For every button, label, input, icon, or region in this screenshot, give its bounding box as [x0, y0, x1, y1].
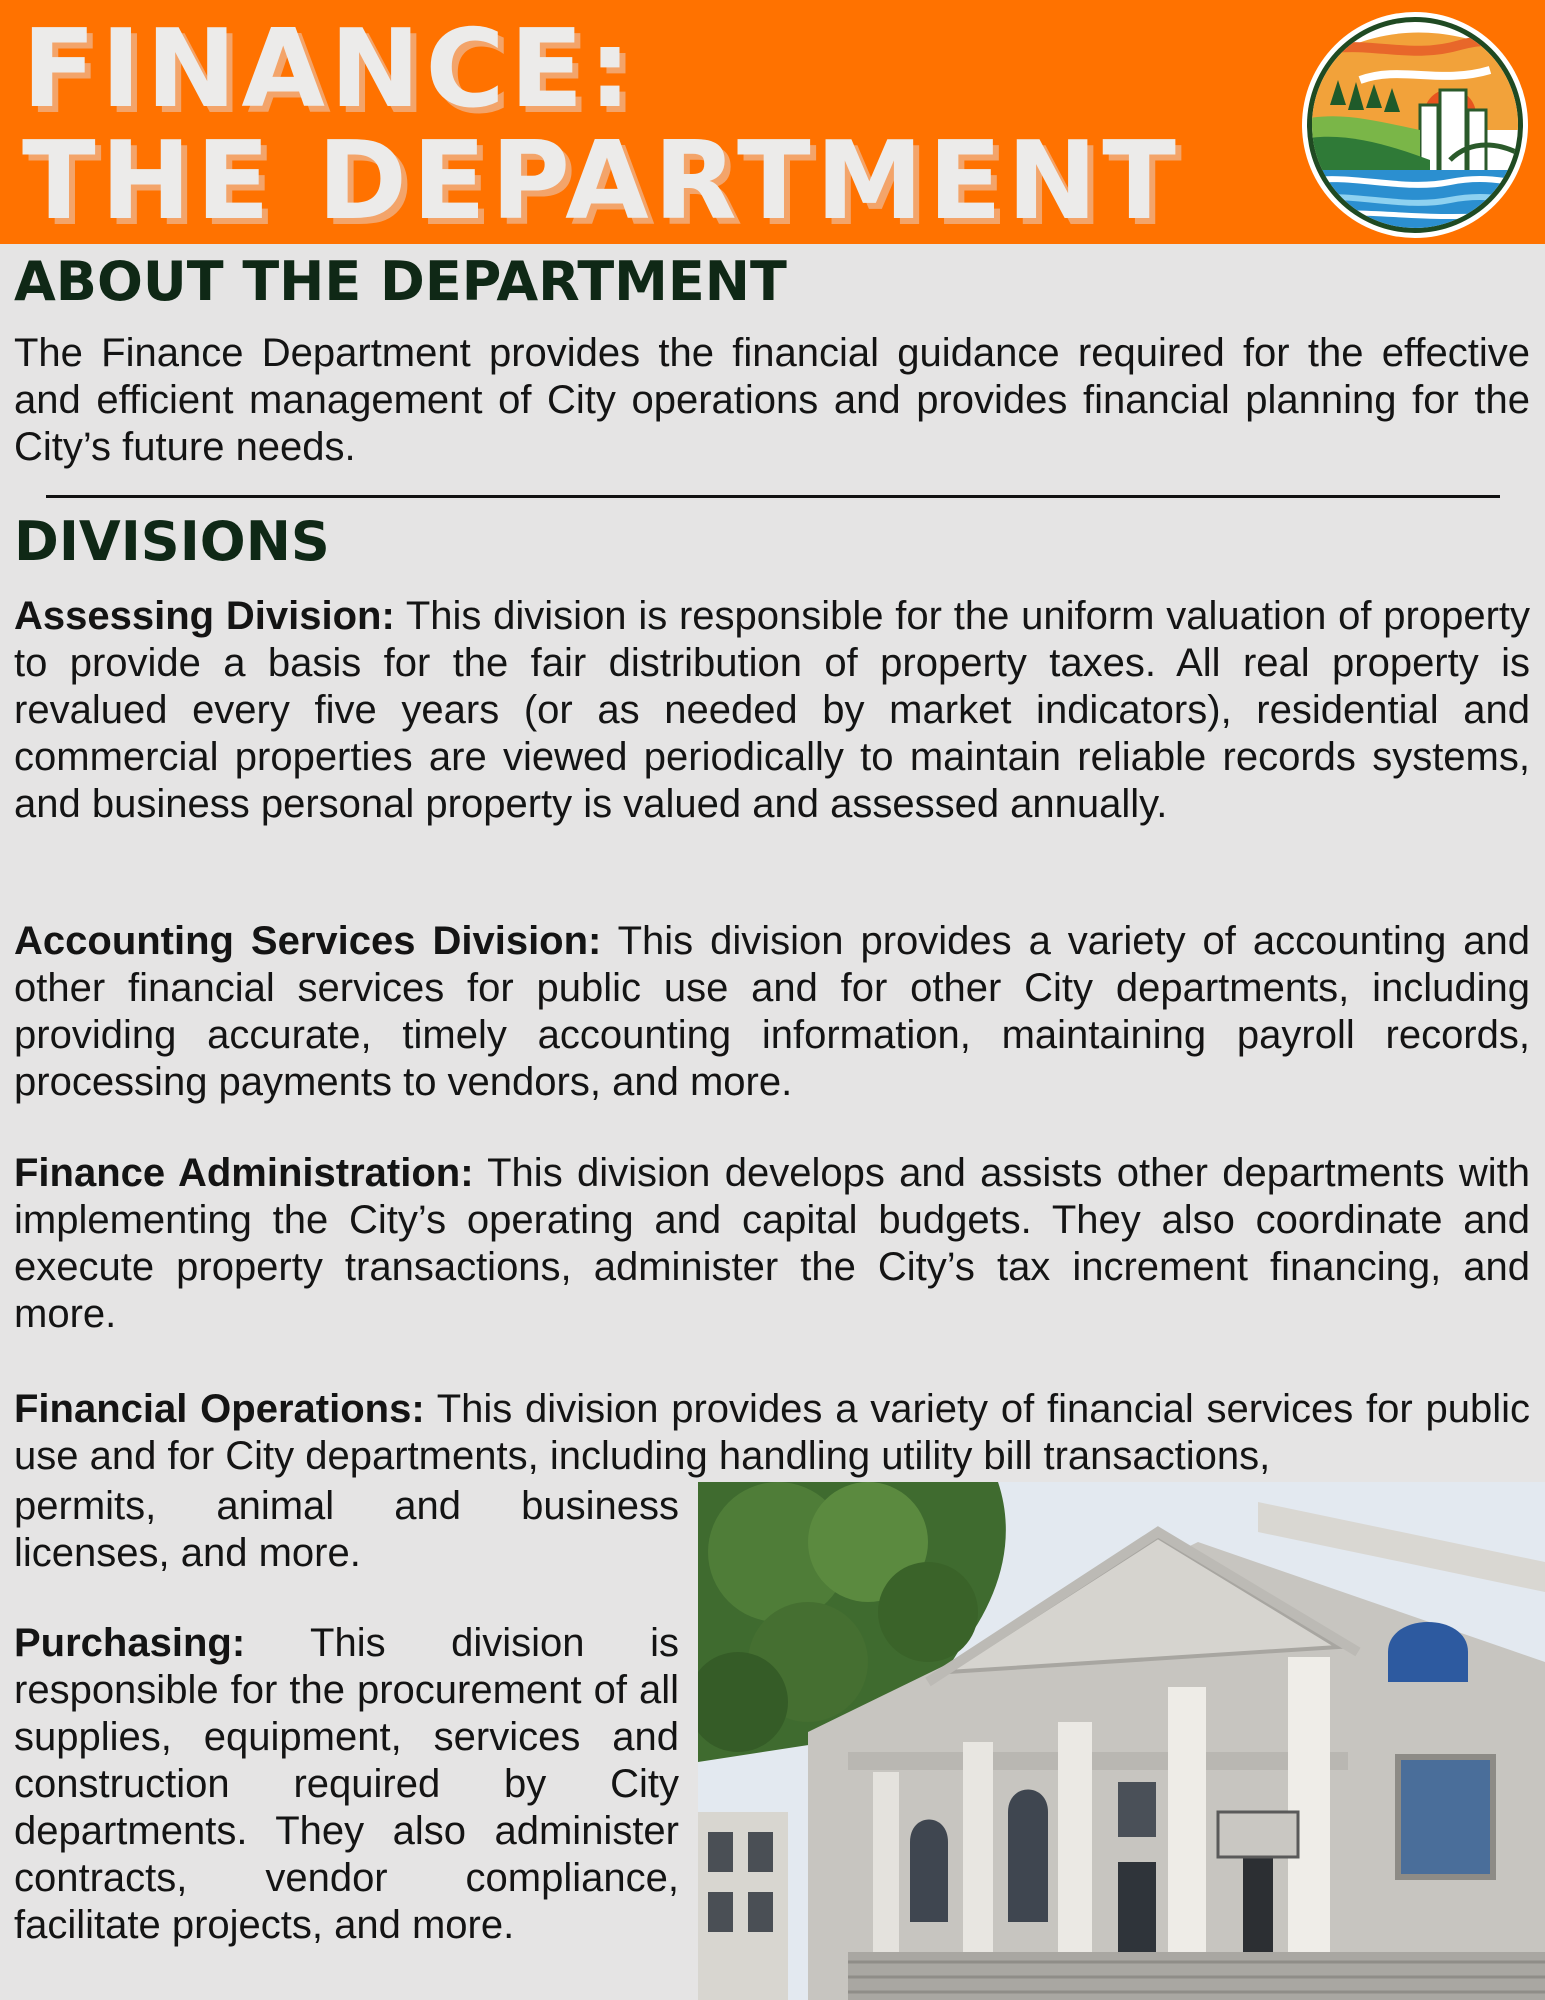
division-accounting-name: Accounting Services Division:: [14, 919, 602, 963]
division-financial-operations-name: Financial Operations:: [14, 1387, 425, 1431]
division-accounting: [14, 918, 1530, 1106]
division-assessing: [14, 593, 1530, 828]
division-financial-operations-continued: permits, animal and business licenses, and more.: [14, 1484, 679, 1575]
page-title-line-2: THE DEPARTMENT: [22, 119, 1181, 244]
city-seal-icon: [1300, 10, 1530, 240]
divisions-heading: DIVISIONS: [14, 510, 330, 573]
about-heading: ABOUT THE DEPARTMENT: [14, 250, 787, 313]
division-assessing-text: This division is responsible for the uniform valuation of property to provide a basis for the fair distribution of property taxes. All real property is revalued every five years (or as needed by market indicators), residential and commercial properties are viewed periodically to maintain reliable records systems, and business personal property is valued and assessed annually.: [14, 594, 1531, 826]
division-purchasing-name: Purchasing:: [14, 1621, 246, 1665]
division-finance-admin-text: This division develops and assists other departments with implementing the City’s operating and capital budgets. They also coordinate and execute property transactions, administer the City’s tax increment financing, and more.: [14, 1151, 1531, 1336]
division-financial-operations: [14, 1386, 1530, 1480]
section-divider: [46, 495, 1500, 498]
city-hall-photo: [698, 1482, 1545, 2000]
about-text: The Finance Department provides the financial guidance required for the effective and efficient management of City operations and provides financial planning for the City’s future needs.: [14, 331, 1530, 469]
page-title-line-1: FINANCE:: [22, 7, 637, 132]
division-purchasing-text: This division is responsible for the procurement of all supplies, equipment, services and construction required by City departments. They also administer contracts, vendor compliance, facilitate projects, and more.: [14, 1621, 680, 1947]
page-title: [22, 7, 1181, 244]
header-banner: [0, 0, 1545, 244]
division-assessing-name: Assessing Division:: [14, 594, 395, 638]
division-finance-admin: [14, 1150, 1530, 1338]
division-purchasing: [14, 1620, 679, 1949]
division-finance-admin-name: Finance Administration:: [14, 1151, 474, 1195]
division-accounting-text: This division provides a variety of accounting and other financial services for public use and for other City departments, including providing accurate, timely accounting information, maintaining payroll records, processing payments to vendors, and more.: [14, 919, 1531, 1104]
division-financial-operations-text: This division provides a variety of financial services for public use and for City departments, including handling utility bill transactions,: [14, 1387, 1530, 1478]
